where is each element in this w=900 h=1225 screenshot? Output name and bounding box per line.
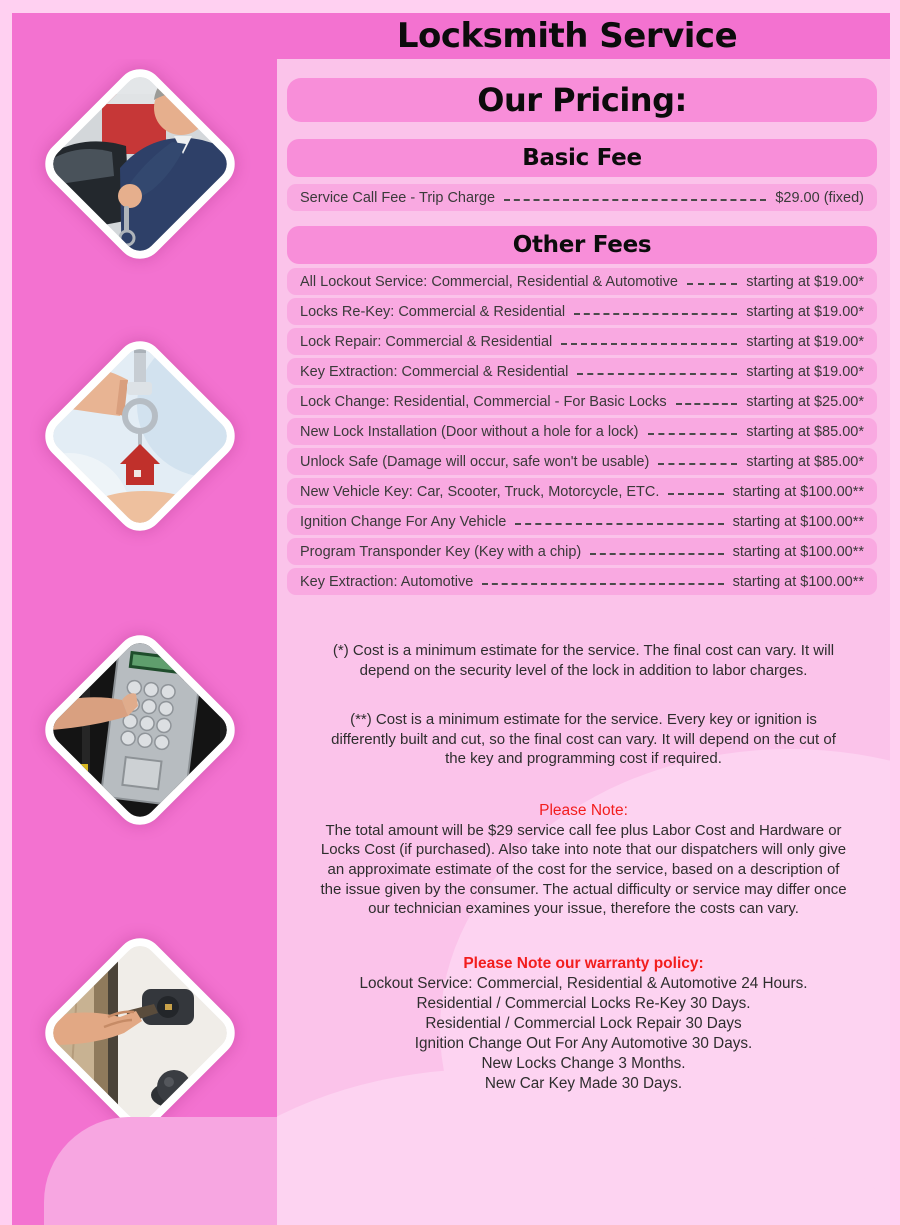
dashed-leader-line xyxy=(577,358,737,385)
fee-row-key-extraction-auto xyxy=(287,568,877,595)
photo-diamond-key-handover xyxy=(35,331,244,540)
fee-label: All Lockout Service: Commercial, Residential & Automotive xyxy=(300,273,678,290)
dashed-leader-line xyxy=(648,418,738,445)
pricing-heading: Our Pricing: xyxy=(477,81,687,119)
fee-label: Lock Change: Residential, Commercial - For Basic Locks xyxy=(300,393,667,410)
fee-row-new-lock-install xyxy=(287,418,877,445)
fee-row-transponder-key xyxy=(287,538,877,565)
fee-row-unlock-safe xyxy=(287,448,877,475)
fee-label: Program Transponder Key (Key with a chip) xyxy=(300,543,582,560)
fee-row-service-call xyxy=(287,184,877,211)
pricing-panel xyxy=(277,59,890,1225)
pricing-heading-bar xyxy=(287,78,877,122)
dashed-leader-line xyxy=(504,184,766,211)
header-band xyxy=(12,13,890,59)
warranty-item: Residential / Commercial Lock Repair 30 Days xyxy=(425,1015,742,1033)
fee-label: New Lock Installation (Door without a hole for a lock) xyxy=(300,423,639,440)
fee-label: Key Extraction: Commercial & Residential xyxy=(300,363,569,380)
page-title: Locksmith Service xyxy=(396,16,738,56)
dashed-leader-line xyxy=(561,328,737,355)
warranty-item: Lockout Service: Commercial, Residential & Automotive 24 Hours. xyxy=(359,975,808,993)
fee-price: starting at $19.00* xyxy=(746,363,864,380)
fee-price: starting at $100.00** xyxy=(732,483,864,500)
dashed-leader-line xyxy=(515,508,723,535)
warranty-list xyxy=(277,974,890,1094)
basic-fee-heading-bar xyxy=(287,139,877,177)
fee-label: Ignition Change For Any Vehicle xyxy=(300,513,507,530)
fee-label: Locks Re-Key: Commercial & Residential xyxy=(300,303,566,320)
door-lock-unlocking-photo xyxy=(35,928,244,1137)
fee-label: Service Call Fee - Trip Charge xyxy=(300,189,496,206)
photo-diamond-technician xyxy=(35,59,244,268)
fee-row-lock-change xyxy=(287,388,877,415)
warranty-item: New Car Key Made 30 Days. xyxy=(484,1075,683,1093)
warranty-item: Residential / Commercial Locks Re-Key 30 Days. xyxy=(416,995,751,1013)
fee-price: starting at $85.00* xyxy=(746,453,864,470)
please-note-body: The total amount will be $29 service call fee plus Labor Cost and Hardware or Locks Cost (if purchased). Also take into note that our dispatchers will only give an approximate estimate of the cost for the service, based on a description of the issue given by the consumer. The actual difficulty or service may differ once our technician examines your issue, therefore the costs can vary. xyxy=(320,821,847,918)
fee-price: starting at $100.00** xyxy=(732,543,864,560)
dashed-leader-line xyxy=(668,478,723,505)
basic-fee-heading: Basic Fee xyxy=(522,145,642,171)
dashed-leader-line xyxy=(574,298,737,325)
fee-price: starting at $100.00** xyxy=(732,573,864,590)
other-fees-heading: Other Fees xyxy=(512,232,652,258)
fee-label: Key Extraction: Automotive xyxy=(300,573,474,590)
photo-sidebar xyxy=(12,59,277,1225)
house-key-handover-photo xyxy=(35,331,244,540)
star-note: (*) Cost is a minimum estimate for the service. The final cost can vary. It will depend on the security level of the lock in addition to labor charges. xyxy=(332,642,835,679)
fee-price: starting at $19.00* xyxy=(746,273,864,290)
fee-label: Unlock Safe (Damage will occur, safe won't be usable) xyxy=(300,453,650,470)
fee-price: starting at $19.00* xyxy=(746,333,864,350)
dashed-leader-line xyxy=(482,568,723,595)
sidebar-decorative-blob xyxy=(44,1117,277,1225)
photo-diamond-door-unlock xyxy=(35,928,244,1137)
photo-diamond-keypad xyxy=(35,625,244,834)
fee-label: New Vehicle Key: Car, Scooter, Truck, Motorcycle, ETC. xyxy=(300,483,660,500)
fee-row-lockout xyxy=(287,268,877,295)
please-note-heading: Please Note: xyxy=(539,801,628,819)
keypad-entry-photo xyxy=(35,625,244,834)
fee-price: $29.00 (fixed) xyxy=(775,189,864,206)
other-fees-list xyxy=(277,268,890,595)
technician-handing-car-keys-photo xyxy=(35,59,244,268)
fee-price: starting at $100.00** xyxy=(732,513,864,530)
fee-row-lock-repair xyxy=(287,328,877,355)
warranty-policy-heading: Please Note our warranty policy: xyxy=(463,955,704,973)
fee-price: starting at $19.00* xyxy=(746,303,864,320)
dashed-leader-line xyxy=(687,268,737,295)
dashed-leader-line xyxy=(590,538,723,565)
fee-row-new-vehicle-key xyxy=(287,478,877,505)
fee-price: starting at $25.00* xyxy=(746,393,864,410)
fee-row-key-extraction-res xyxy=(287,358,877,385)
warranty-item: New Locks Change 3 Months. xyxy=(481,1055,686,1073)
fee-row-rekey xyxy=(287,298,877,325)
warranty-item: Ignition Change Out For Any Automotive 30 Days. xyxy=(414,1035,753,1053)
double-star-note: (**) Cost is a minimum estimate for the service. Every key or ignition is differently built and cut, so the final cost can vary. It will depend on the cut of the key and programming cost if required. xyxy=(331,711,836,767)
dashed-leader-line xyxy=(676,388,738,415)
fee-label: Lock Repair: Commercial & Residential xyxy=(300,333,553,350)
dashed-leader-line xyxy=(658,448,737,475)
fee-row-ignition-change xyxy=(287,508,877,535)
other-fees-heading-bar xyxy=(287,226,877,264)
fee-price: starting at $85.00* xyxy=(746,423,864,440)
